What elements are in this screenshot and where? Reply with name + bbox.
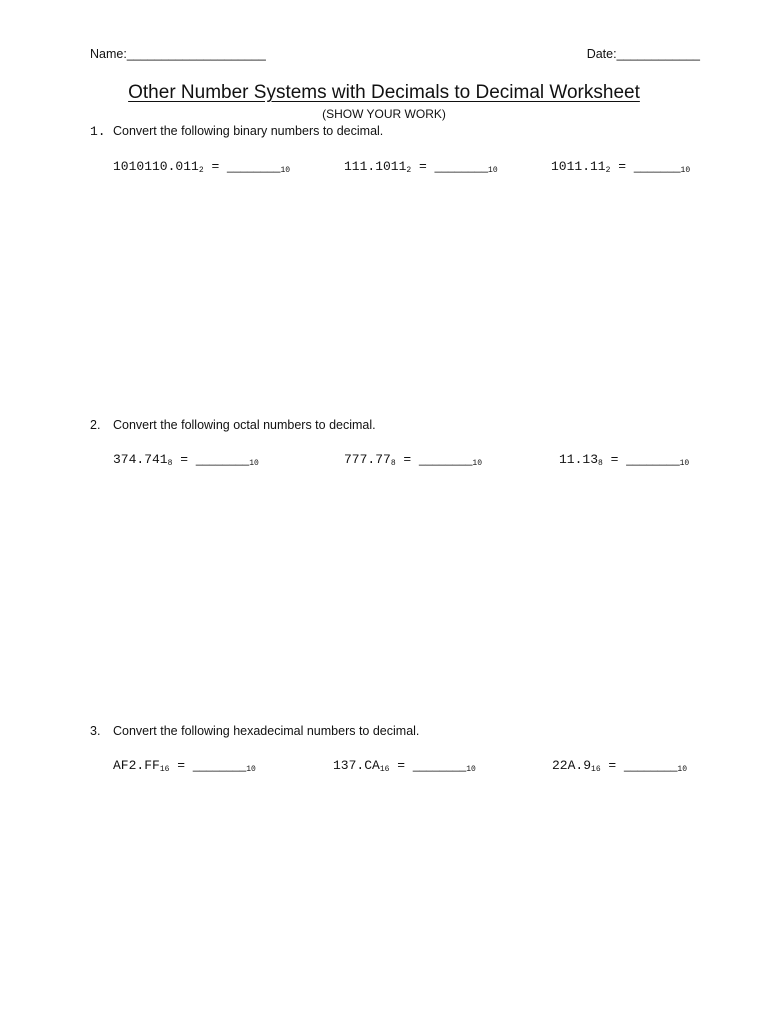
problem-value: 22A.9 <box>552 758 592 773</box>
question-2-prompt <box>90 418 376 432</box>
answer-blank[interactable]: ________ <box>227 159 281 173</box>
problem-value: 137.CA <box>333 758 380 773</box>
result-base: 10 <box>680 166 691 175</box>
problem-value: AF2.FF <box>113 758 160 773</box>
question-3-prompt <box>90 724 419 738</box>
result-base: 10 <box>472 459 483 468</box>
problem-2a <box>113 452 259 468</box>
worksheet-subtitle: (SHOW YOUR WORK) <box>322 107 446 121</box>
equals-sign: = <box>395 452 420 467</box>
problem-base: 2 <box>406 166 412 175</box>
problem-value: 11.13 <box>559 452 599 467</box>
equals-sign: = <box>610 159 634 174</box>
problem-3c <box>552 758 687 774</box>
problem-base: 2 <box>605 166 611 175</box>
result-base: 10 <box>488 166 498 175</box>
result-base: 10 <box>679 459 690 468</box>
problem-base: 8 <box>167 459 173 468</box>
problem-base: 16 <box>379 765 390 774</box>
problem-value: 374.741 <box>113 452 168 467</box>
equals-sign: = <box>389 758 413 773</box>
answer-blank[interactable]: ________ <box>419 452 473 466</box>
result-base: 10 <box>677 765 688 774</box>
equals-sign: = <box>172 452 196 467</box>
problem-base: 16 <box>159 765 170 774</box>
problem-base: 16 <box>591 765 601 774</box>
question-text: Convert the following binary numbers to decimal. <box>113 124 384 138</box>
result-base: 10 <box>249 459 259 468</box>
result-base: 10 <box>280 166 291 175</box>
question-number: 2. <box>90 418 101 432</box>
problem-2c <box>559 452 689 468</box>
answer-blank[interactable]: _______ <box>633 159 681 173</box>
problem-value: 1011.11 <box>551 159 606 174</box>
problem-3a <box>113 758 256 774</box>
question-text: Convert the following hexadecimal numbers to decimal. <box>113 724 420 738</box>
answer-blank[interactable]: ________ <box>412 758 467 772</box>
name-field[interactable]: Name:____________________ <box>90 47 266 61</box>
equals-sign: = <box>602 452 627 467</box>
answer-blank[interactable]: ________ <box>626 452 680 466</box>
problem-1a <box>113 159 290 175</box>
equals-sign: = <box>600 758 625 773</box>
question-1-prompt <box>90 124 383 139</box>
problem-base: 2 <box>198 166 204 175</box>
problem-3b <box>333 758 476 774</box>
problem-value: 1010110.011 <box>113 159 199 174</box>
problem-1b <box>344 159 498 175</box>
result-base: 10 <box>246 765 256 774</box>
question-number: 3. <box>90 724 101 738</box>
question-text: Convert the following octal numbers to decimal. <box>113 418 376 432</box>
problem-value: 777.77 <box>344 452 391 467</box>
equals-sign: = <box>411 159 435 174</box>
date-field[interactable]: Date:____________ <box>586 47 700 61</box>
result-base: 10 <box>466 765 476 774</box>
question-number: 1. <box>90 124 106 139</box>
worksheet-title: Other Number Systems with Decimals to Decimal Worksheet <box>128 82 640 103</box>
answer-blank[interactable]: ________ <box>434 159 489 173</box>
answer-blank[interactable]: ________ <box>195 452 250 466</box>
answer-blank[interactable]: ________ <box>624 758 678 772</box>
equals-sign: = <box>169 758 193 773</box>
problem-1c <box>551 159 690 175</box>
problem-2b <box>344 452 482 468</box>
equals-sign: = <box>203 159 228 174</box>
problem-value: 111.1011 <box>344 159 407 174</box>
problem-base: 8 <box>390 459 396 468</box>
answer-blank[interactable]: ________ <box>192 758 247 772</box>
problem-base: 8 <box>598 459 603 468</box>
